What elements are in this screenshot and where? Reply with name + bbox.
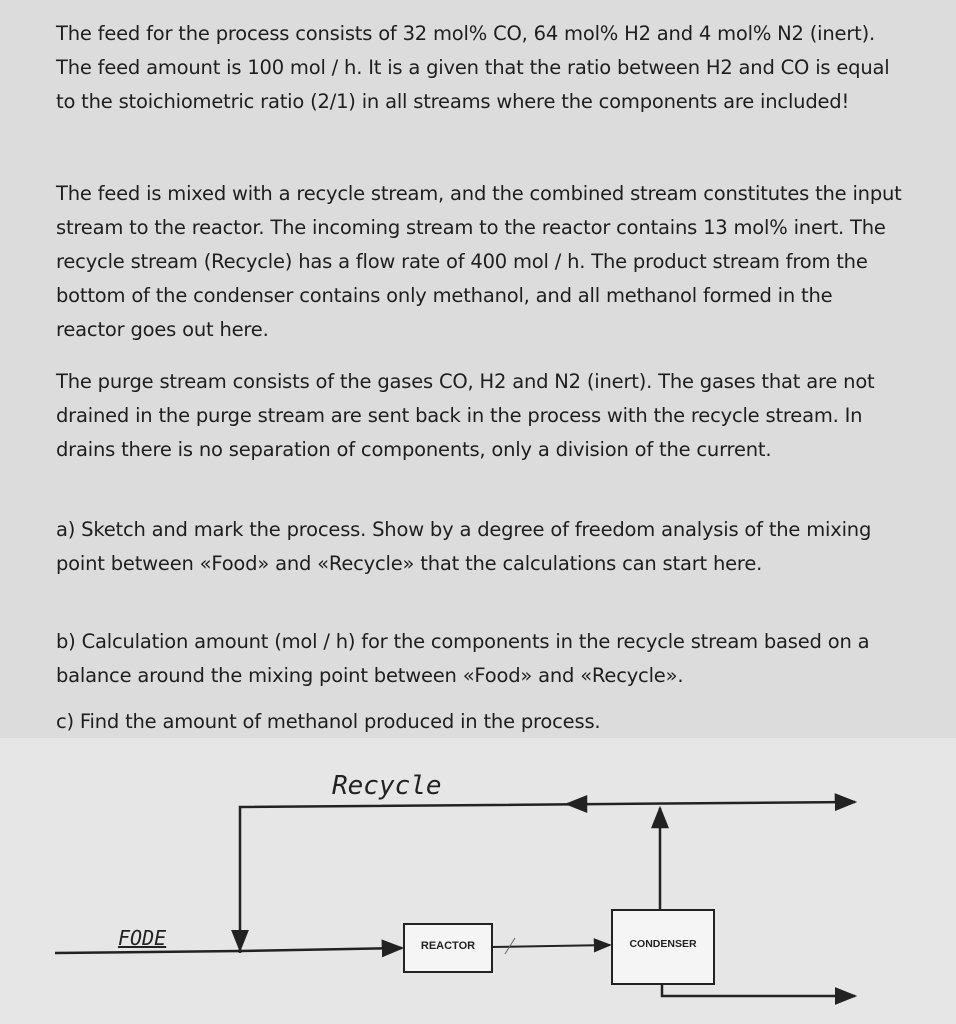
feed-label: FODE (118, 926, 167, 950)
question-c: c) Find the amount of methanol produced in the process. (56, 710, 601, 733)
question-a: a) Sketch and mark the process. Show by a degree of freedom analysis of the mixing point between «Food» and «Recycle» that the calculations can start here. (56, 518, 872, 575)
question-b: b) Calculation amount (mol / h) for the components in the recycle stream based on a balance around the mixing point between «Food» and «Recycle». (56, 630, 870, 687)
process-diagram-region (0, 738, 956, 1024)
paragraph-recycle: The feed is mixed with a recycle stream, and the combined stream constitutes the input stream to the reactor. The incoming stream to the reactor contains 13 mol% inert. The recycle stream (Recycle) has a flow rate of 400 mol / h. The product stream from the bottom of the condenser contains only methanol, and all methanol formed in the reactor goes out here. (56, 182, 902, 341)
reactor-label: REACTOR (420, 940, 476, 952)
reactor-inlet-line (240, 948, 402, 951)
condenser-label: CONDENSER (629, 938, 697, 950)
process-flow-diagram (0, 738, 956, 1024)
feed-line (55, 951, 240, 953)
product-line (662, 984, 855, 996)
recycle-line (240, 802, 855, 953)
recycle-label: Recycle (332, 771, 442, 801)
paragraph-feed: The feed for the process consists of 32 mol% CO, 64 mol% H2 and 4 mol% N2 (inert). The feed amount is 100 mol / h. It is a given that the ratio between H2 and CO is equal to the stoichiometric ratio (2/1) in all streams where the components are included! (56, 22, 890, 113)
paragraph-purge: The purge stream consists of the gases CO, H2 and N2 (inert). The gases that are not drained in the purge stream are sent back in the process with the recycle stream. In drains there is no separation of components, only a division of the current. (56, 370, 875, 461)
